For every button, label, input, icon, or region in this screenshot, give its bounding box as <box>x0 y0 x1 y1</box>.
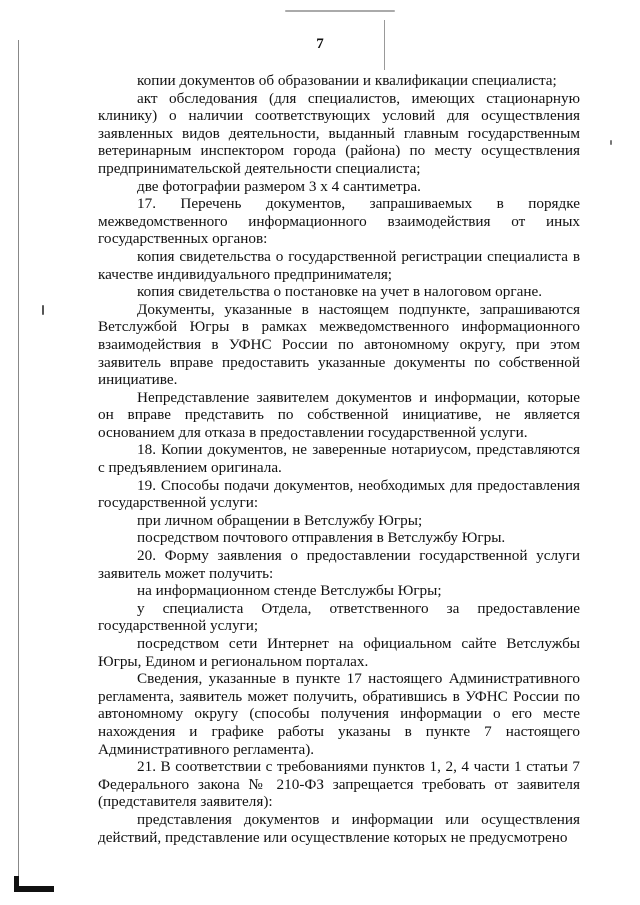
paragraph: 19. Способы подачи документов, необходимых для предоставления государственной услуги: <box>98 476 580 512</box>
paragraph: посредством почтового отправления в Ветслужбу Югры. <box>137 529 506 547</box>
scan-edge-left <box>18 40 19 880</box>
scan-noise-right <box>610 140 612 145</box>
paragraph: при личном обращении в Ветслужбу Югры; <box>137 511 423 529</box>
document-body <box>98 72 580 846</box>
paragraph: копия свидетельства о государственной регистрации специалиста в качестве индивидуального предпринимателя; <box>98 247 580 283</box>
scan-corner-mark-vertical <box>14 876 19 892</box>
paragraph: 17. Перечень документов, запрашиваемых в порядке межведомственного информационного взаимодействия от иных государственных органов: <box>98 195 580 248</box>
paragraph: у специалиста Отдела, ответственного за предоставление государственной услуги; <box>98 599 580 635</box>
paragraph: 18. Копии документов, не заверенные нотариусом, представляются с предъявлением оригинала. <box>98 441 580 477</box>
paragraph: две фотографии размером 3 х 4 сантиметра. <box>137 177 421 195</box>
paragraph: Сведения, указанные в пункте 17 настоящего Административного регламента, заявитель может получить, обратившись в УФНС России по автономному округу (способы получения информации о его месте нахождения и графике работы указаны в пункте 7 настоящего Административного регламента). <box>98 670 580 758</box>
paragraph: Документы, указанные в настоящем подпункте, запрашиваются Ветслужбой Югры в рамках межведомственного информационного взаимодействия в УФНС России по автономному округу, при этом заявитель вправе предоставить указанные документы по собственной инициативе. <box>98 300 580 389</box>
paragraph: акт обследования (для специалистов, имеющих стационарную клинику) о наличии соответствующих условий для осуществления заявленных видов деятельности, выданный главным государственным ветеринарным инспектором города (района) по месту осуществления предпринимательской деятельности специалиста; <box>98 89 580 177</box>
paragraph: копия свидетельства о постановке на учет в налоговом органе. <box>137 283 543 301</box>
paragraph: представления документов и информации или осуществления действий, представление или осуществление которых не предусмотрено <box>98 810 580 846</box>
paragraph: копии документов об образовании и квалификации специалиста; <box>137 72 557 89</box>
scan-noise-left <box>42 305 44 315</box>
paragraph: 21. В соответствии с требованиями пунктов 1, 2, 4 части 1 статьи 7 Федерального закона № 210-ФЗ запрещается требовать от заявителя (представителя заявителя): <box>98 758 580 811</box>
paragraph: посредством сети Интернет на официальном сайте Ветслужбы Югры, Едином и региональном порталах. <box>98 635 580 670</box>
scan-noise-top <box>285 10 395 12</box>
paragraph: Непредставление заявителем документов и информации, которые он вправе представить по собственной инициативе, не является основанием для отказа в предоставлении государственной услуги. <box>98 388 580 441</box>
paragraph: на информационном стенде Ветслужбы Югры; <box>137 582 442 600</box>
paragraph: 20. Форму заявления о предоставлении государственной услуги заявитель может получить: <box>98 547 580 582</box>
page-number: 7 <box>316 36 324 52</box>
scan-corner-mark <box>14 886 54 892</box>
